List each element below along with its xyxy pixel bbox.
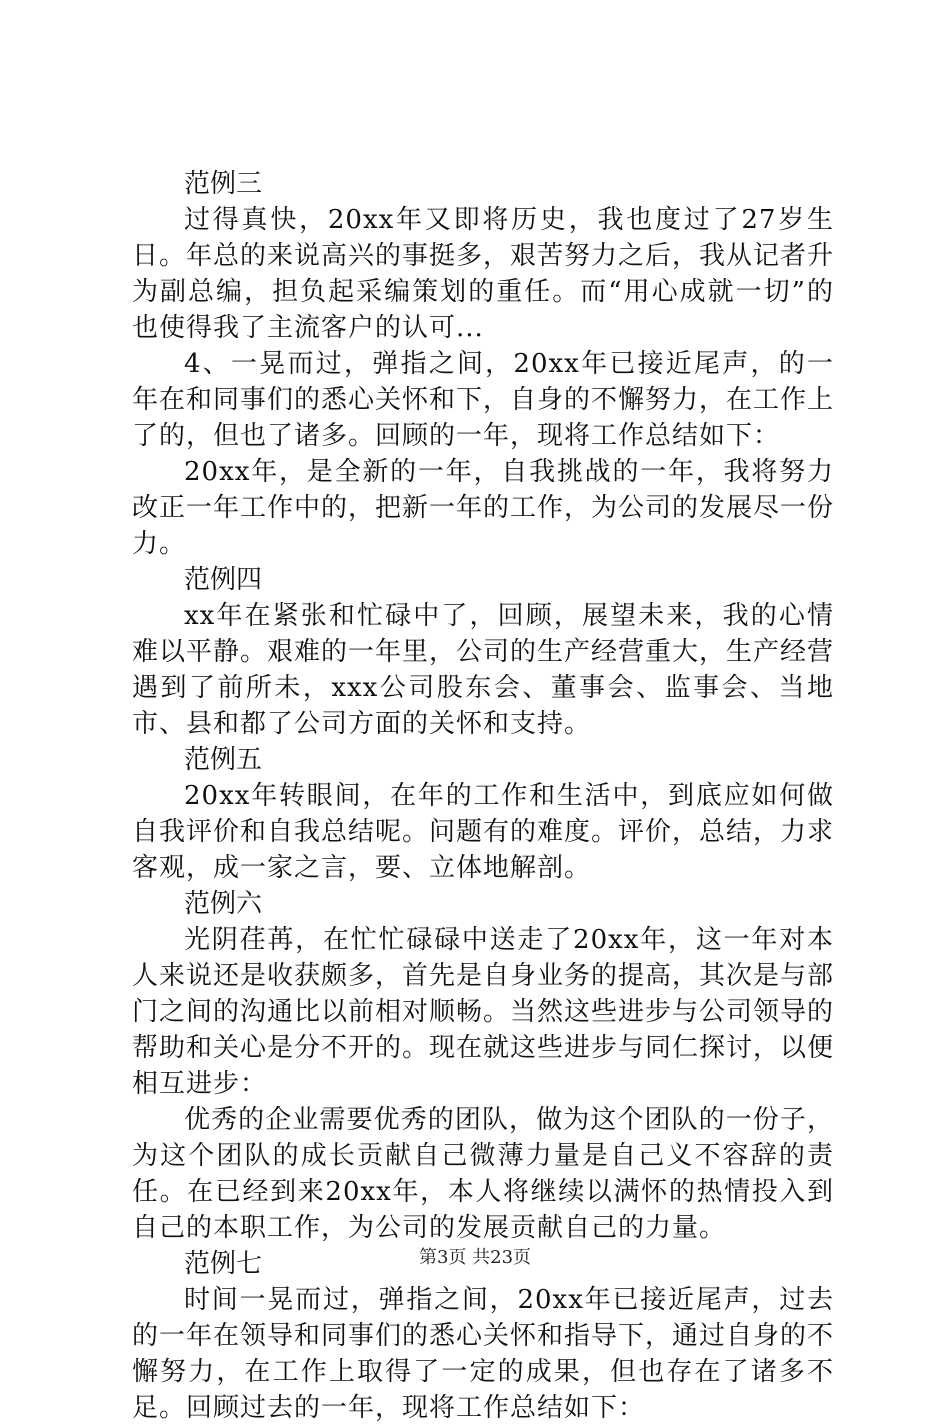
section-heading: 范例六 — [184, 889, 263, 919]
paragraph: xx年在紧张和忙碌中了，回顾，展望未来，我的心情难以平静。艰难的一年里，公司的生产经营重大，生产经营遇到了前所未，xxx公司股东会、董事会、监事会、当地市、县和都了公司方面的关怀和支持。 — [132, 601, 835, 739]
paragraph: 光阴荏苒，在忙忙碌碌中送走了20xx年，这一年对本人来说还是收获颇多，首先是自身业务的提高，其次是与部门之间的沟通比以前相对顺畅。当然这些进步与公司领导的帮助和关心是分不开的。现在就这些进步与同仁探讨，以便相互进步： — [132, 925, 835, 1099]
section-heading: 范例五 — [184, 745, 263, 775]
section-heading: 范例四 — [184, 565, 263, 595]
paragraph: 4、一晃而过，弹指之间，20xx年已接近尾声，的一年在和同事们的悉心关怀和下，自身的不懈努力，在工作上了的，但也了诸多。回顾的一年，现将工作总结如下： — [132, 349, 835, 451]
paragraph: 20xx年转眼间，在年的工作和生活中，到底应如何做自我评价和自我总结呢。问题有的难度。评价，总结，力求客观，成一家之言，要、立体地解剖。 — [132, 781, 835, 883]
paragraph: 时间一晃而过，弹指之间，20xx年已接近尾声，过去的一年在领导和同事们的悉心关怀和指导下，通过自身的不懈努力，在工作上取得了一定的成果，但也存在了诸多不足。回顾过去的一年，现将工作总结如下： — [132, 1285, 835, 1423]
page-number-footer: 第3页 共23页 — [418, 1247, 532, 1268]
section-heading: 范例七 — [184, 1249, 263, 1279]
section-heading: 范例三 — [184, 169, 263, 199]
paragraph: 20xx年，是全新的一年，自我挑战的一年，我将努力改正一年工作中的，把新一年的工作，为公司的发展尽一份力。 — [132, 457, 835, 559]
paragraph: 过得真快，20xx年又即将历史，我也度过了27岁生日。年总的来说高兴的事挺多，艰苦努力之后，我从记者升为副总编，担负起采编策划的重任。而“用心成就一切”的也使得我了主流客户的认可... — [132, 205, 835, 343]
paragraph: 优秀的企业需要优秀的团队，做为这个团队的一份子，为这个团队的成长贡献自己微薄力量是自己义不容辞的责任。在已经到来20xx年，本人将继续以满怀的热情投入到自己的本职工作，为公司的发展贡献自己的力量。 — [132, 1105, 834, 1243]
document-body — [132, 166, 834, 1426]
